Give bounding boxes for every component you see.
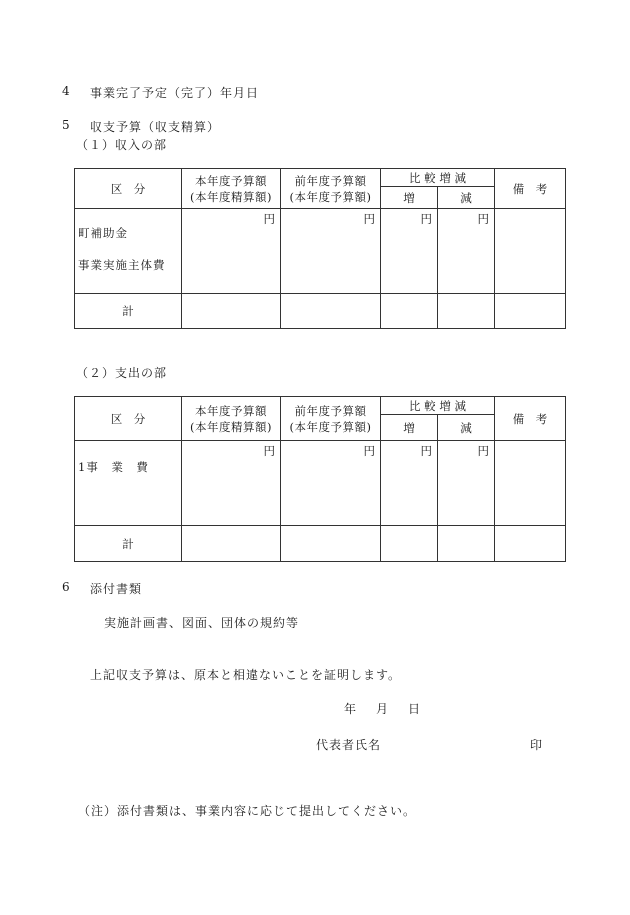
unit-label: 円 xyxy=(281,209,381,294)
header-decrease: 減 xyxy=(438,415,495,441)
remarks-cell xyxy=(495,209,566,294)
date-line: 年 月 日 xyxy=(344,702,425,716)
income-item: 事業実施主体費 xyxy=(78,258,166,272)
certification-text: 上記収支予算は、原本と相違ないことを証明します。 xyxy=(90,668,402,682)
total-cell xyxy=(495,294,566,329)
unit-label: 円 xyxy=(381,209,438,294)
header-compare: 比 較 増 減 xyxy=(381,397,495,415)
income-subtitle: （１）収入の部 xyxy=(76,138,168,152)
attachments-heading: 添付書類 xyxy=(90,582,143,596)
income-table xyxy=(74,168,566,329)
total-cell xyxy=(381,294,438,329)
section-4-number: 4 xyxy=(62,84,71,98)
header-remarks: 備 考 xyxy=(495,397,566,441)
header-remarks: 備 考 xyxy=(495,169,566,209)
unit-label: 円 xyxy=(182,441,281,526)
unit-label: 円 xyxy=(438,209,495,294)
seal-label: 印 xyxy=(530,738,544,752)
unit-label: 円 xyxy=(281,441,381,526)
total-cell xyxy=(281,526,381,562)
total-cell xyxy=(438,526,495,562)
income-item: 町補助金 xyxy=(78,226,128,240)
total-cell xyxy=(495,526,566,562)
header-current-budget: 本年度予算額 (本年度精算額) xyxy=(182,397,281,441)
total-cell xyxy=(281,294,381,329)
budget-heading: 収支予算（収支精算） xyxy=(90,120,221,134)
total-label: 計 xyxy=(75,526,182,562)
unit-label: 円 xyxy=(182,209,281,294)
expense-item: 1事 業 費 xyxy=(78,460,149,474)
attachments-content: 実施計画書、図面、団体の規約等 xyxy=(104,616,300,630)
header-current-budget: 本年度予算額 (本年度精算額) xyxy=(182,169,281,209)
unit-label: 円 xyxy=(438,441,495,526)
header-category: 区 分 xyxy=(75,169,182,209)
note-text: （注）添付書類は、事業内容に応じて提出してください。 xyxy=(78,804,417,818)
total-cell xyxy=(182,526,281,562)
income-items-cell xyxy=(75,209,182,294)
total-cell xyxy=(182,294,281,329)
expense-items-cell xyxy=(75,441,182,526)
section-6-number: 6 xyxy=(62,580,71,594)
remarks-cell xyxy=(495,441,566,526)
header-increase: 増 xyxy=(381,187,438,209)
header-category: 区 分 xyxy=(75,397,182,441)
header-decrease: 減 xyxy=(438,187,495,209)
total-cell xyxy=(381,526,438,562)
header-increase: 増 xyxy=(381,415,438,441)
unit-label: 円 xyxy=(381,441,438,526)
expense-table xyxy=(74,396,566,562)
header-previous-budget: 前年度予算額 (本年度予算額) xyxy=(281,169,381,209)
header-previous-budget: 前年度予算額 (本年度予算額) xyxy=(281,397,381,441)
representative-label: 代表者氏名 xyxy=(316,738,382,752)
header-compare: 比 較 増 減 xyxy=(381,169,495,187)
total-cell xyxy=(438,294,495,329)
section-5-number: 5 xyxy=(62,118,71,132)
completion-date-heading: 事業完了予定（完了）年月日 xyxy=(90,86,260,100)
total-label: 計 xyxy=(75,294,182,329)
expense-subtitle: （２）支出の部 xyxy=(76,366,168,380)
